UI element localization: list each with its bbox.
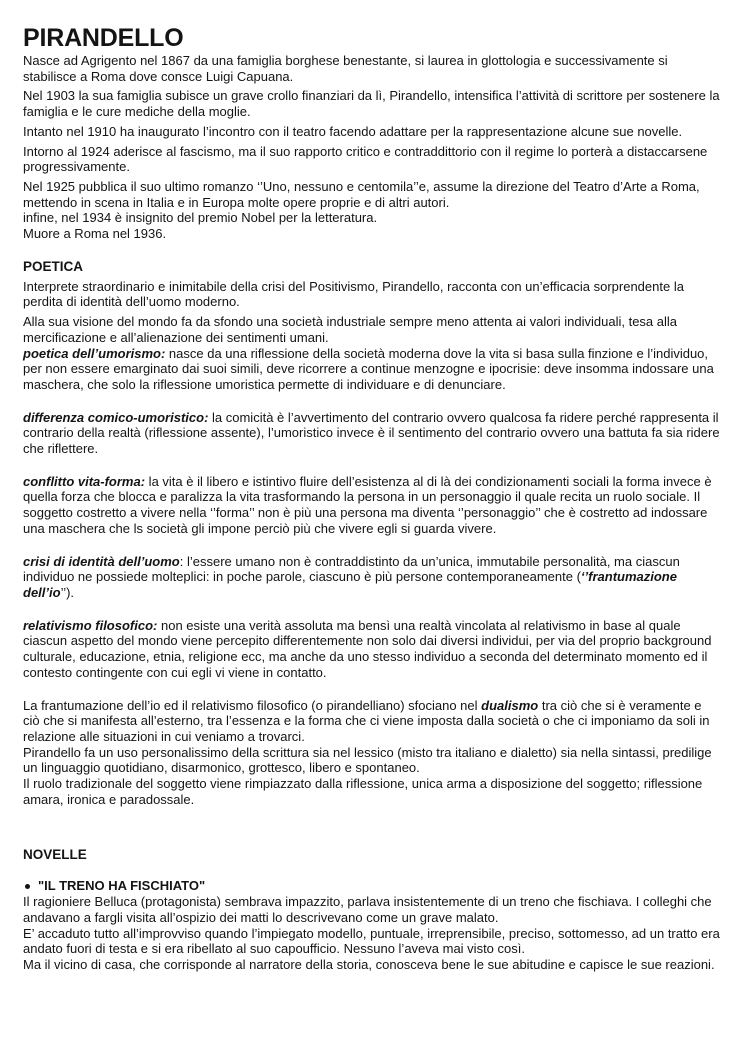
identita-paragraph [23, 554, 720, 601]
closing-paragraph: Pirandello fa un uso personalissimo della scrittura sia nel lessico (misto tra italiano e dialetto) sia nella sintassi, predilige un linguaggio quotidiano, disarmonico, grottesco, libero e spontaneo. [23, 744, 712, 776]
story-paragraph: E’ accaduto tutto all’improvviso quando l’impiegato modello, puntuale, irreprensibile, preciso, sottomesso, ad un tratto era andato fuori di testa e si era ribellato al suo capoufficio. Nessuno l’aveva mai visto così. [23, 925, 720, 957]
poetica-section [23, 259, 720, 808]
identita-end: ’’). [60, 584, 75, 600]
relativismo-paragraph [23, 618, 720, 681]
dualismo-before: La frantumazione dell’io ed il relativismo filosofico (o pirandelliano) sfociano nel [23, 697, 482, 713]
document-title: PIRANDELLO [23, 24, 184, 52]
story-title-text: "IL TRENO HA FISCHIATO" [38, 878, 206, 894]
bio-paragraph: Muore a Roma nel 1936. [23, 226, 167, 242]
bio-paragraph: Intorno al 1924 aderisce al fascismo, ma il suo rapporto critico e contraddittorio con il regime lo porterà a distaccarsene progressivamente. [23, 143, 708, 175]
relativismo-text: non esiste una verità assoluta ma bensì una realtà vincolata al relativismo in base al quale ciascun aspetto del mondo viene percepito differentemente non solo dai diversi individui, per via del proprio background culturale, educazione, etnia, religione ecc, ma anche da uno stesso individuo a seconda del determinato momento ed il contesto contingente con cui egli vi viene in contatto. [23, 617, 712, 680]
comico-term: differenza comico-umoristico: [23, 409, 209, 425]
umorismo-text: nasce da una riflessione della società moderna dove la vita si basa sulla finzione e l’individuo, per non essere emarginato dai suoi simili, deve ricorrere a continue menzogne e ipocrisie: deve insomma indossare una maschera, che solo la riflessione umoristica permette di individuare e di denunciare. [23, 345, 714, 392]
bio-paragraph: infine, nel 1934 è insignito del premio Nobel per la letteratura. [23, 210, 378, 226]
poetica-heading: POETICA [23, 258, 84, 274]
comico-paragraph [23, 410, 720, 457]
bio-paragraph: Intanto nel 1910 ha inaugurato l’incontro con il teatro facendo adattare per la rappresentazione alcune sue novelle. [23, 123, 683, 139]
biography-section [23, 53, 720, 242]
dualismo-after: tra ciò che si è veramente e ciò che si manifesta all’esterno, tra l’essenza e la forma che ci viene imposta dalla società o che ci imponiamo da soli in relazione alle situazioni in cui veniamo a trovarci. [23, 697, 710, 744]
vitaforma-term: conflitto vita-forma: [23, 473, 146, 489]
relativismo-term: relativismo filosofico: [23, 617, 158, 633]
vitaforma-text: la vita è il libero e istintivo fluire dell’esistenza al di là dei condizionamenti sociali la forma invece è quella forza che blocca e paralizza la vita trasformando la persona in un personaggio il quale recita un ruolo sociale. Il soggetto costretto a vivere nella ‘’forma’’ non è più una persona ma diventa ‘’personaggio’’ che è costretto ad indossare una maschera che ls società gli impone perciò più che vivere egli si guarda vivere. [23, 473, 712, 536]
umorismo-paragraph [23, 346, 720, 393]
comico-text: la comicità è l’avvertimento del contrario ovvero qualcosa fa ridere perché rappresenta il contrario della realtà (riflessione assente), l’umoristico invece è il sentimento del contrario ovvero una battuta fa sia ridere che riflettere. [23, 409, 720, 457]
identita-text: : l’essere umano non è contraddistinto da un’unica, immutabile personalità, ma ciascun individuo ne possiede molteplici: in poche parole, ciascuno è più persone contemporaneamente ( [23, 553, 680, 585]
bio-paragraph: Nel 1903 la sua famiglia subisce un grave crollo finanziari da lì, Pirandello, intensifica l’attività di scrittore per sostenere la famiglia e le cure mediche della moglie. [23, 88, 720, 120]
story-paragraph: Ma il vicino di casa, che corrisponde al narratore della storia, conosceva bene le sue abitudine e capisce le sue reazioni. [23, 956, 715, 972]
novelle-heading: NOVELLE [23, 847, 87, 863]
poetica-intro: Interprete straordinario e inimitabile della crisi del Positivismo, Pirandello, racconta con un’efficacia sorprendente la perdita di identità dell’uomo moderno. [23, 278, 684, 310]
poetica-intro: Alla sua visione del mondo fa da sfondo una società industriale sempre meno attenta ai valori individuali, tesa alla mercificazione e all’alienazione dei sentimenti umani. [23, 314, 677, 345]
story-title [23, 878, 720, 894]
dualismo-term: dualismo [481, 697, 539, 713]
identita-quote: ‘’frantumazione dell’io [23, 569, 677, 600]
dualismo-paragraph [23, 698, 720, 745]
bio-paragraph: Nel 1925 pubblica il suo ultimo romanzo ‘’Uno, nessuno e centomila’’e, assume la direzione del Teatro d’Arte a Roma, mettendo in scena in Italia e in Europa molte opere proprie e di altri autori. [23, 178, 700, 210]
closing-paragraph: Il ruolo tradizionale del soggetto viene rimpiazzato dalla riflessione, unica arma a disposizione del soggetto; riflessione amara, ironica e paradossale. [23, 776, 703, 807]
vitaforma-paragraph [23, 474, 720, 537]
bullet-icon [25, 884, 30, 889]
umorismo-term: poetica dell’umorismo: [23, 345, 166, 361]
novelle-section [23, 847, 720, 972]
bio-paragraph: Nasce ad Agrigento nel 1867 da una famiglia borghese benestante, si laurea in glottologia e successivamente si stabilisce a Roma dove consce Luigi Capuana. [23, 53, 668, 84]
story-paragraph: Il ragioniere Belluca (protagonista) sembrava impazzito, parlava insistentemente di un treno che fischiava. I colleghi che andavano a fargli visita all’ospizio dei matti lo descrivevano come un grave malato. [23, 894, 712, 925]
identita-term: crisi di identità dell’uomo [23, 553, 180, 569]
